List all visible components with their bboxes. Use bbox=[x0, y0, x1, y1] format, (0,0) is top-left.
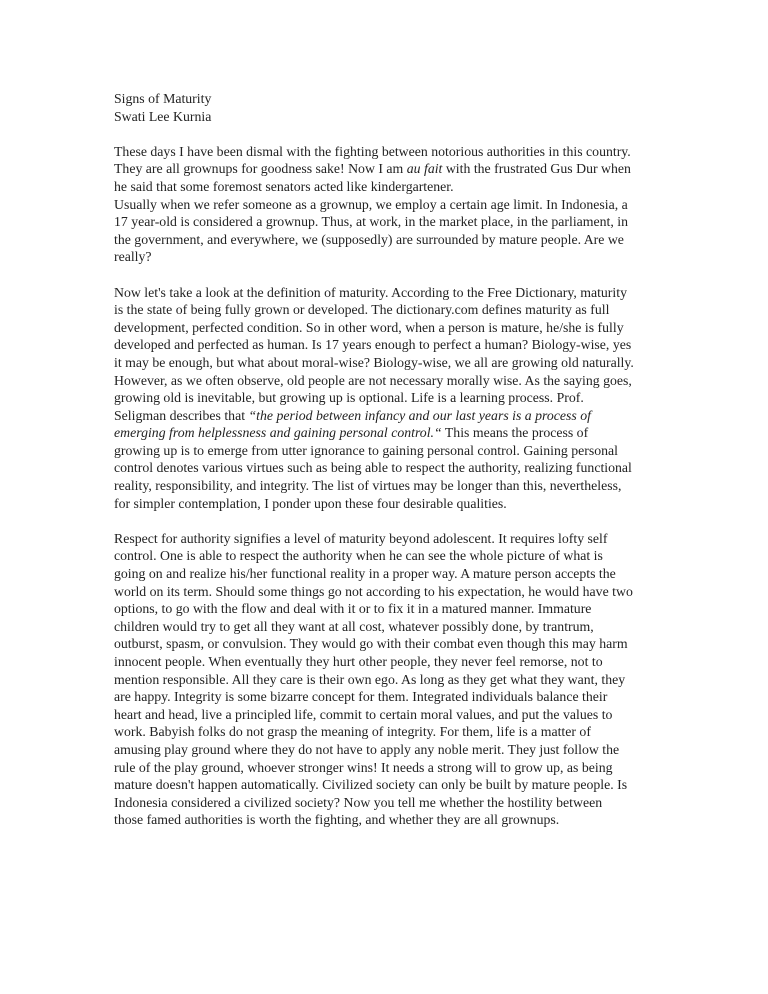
paragraph-3-text-b: This means the process of growing up is to emerge from utter ignorance to gaining personal control. Gaining personal control denotes various virtues such as being able to respect the authority, realizing functional reality, responsibility, and integrity. The list of virtues may be longer than this, nevertheless, for simpler contemplation, I ponder upon these four desirable qualities. bbox=[114, 425, 632, 511]
document-title: Signs of Maturity bbox=[114, 91, 212, 106]
document-author: Swati Lee Kurnia bbox=[114, 108, 212, 124]
paragraph-1 bbox=[114, 143, 634, 196]
paragraph-3-text-a: Now let's take a look at the definition of maturity. According to the Free Dictionary, maturity is the state of being fully grown or developed. The dictionary.com defines maturity as full development, perfected condition. So in other word, when a person is mature, he/she is fully developed and perfected as human. Is 17 years enough to perfect a human? Biology-wise, yes it may be enough, but what about moral-wise? Biology-wise, we all are growing old naturally. However, as we often observe, old people are not necessary morally wise. As the saying goes, growing old is inevitable, but growing up is optional. Life is a learning process. Prof. Seligman describes that bbox=[114, 284, 634, 423]
title-block bbox=[114, 90, 634, 125]
paragraph-2: Usually when we refer someone as a grownup, we employ a certain age limit. In Indonesia, a 17 year-old is considered a grownup. Thus, at work, in the market place, in the parliament, in the government, and everywhere, we (supposedly) are surrounded by mature people. Are we really? bbox=[114, 196, 629, 265]
paragraph-1-text-b: with the frustrated Gus Dur when he said that some foremost senators acted like kindergartener. bbox=[114, 161, 631, 194]
paragraph-1-text-a: These days I have been dismal with the fighting between notorious authorities in this country. They are all grownups for goodness sake! Now I am bbox=[114, 143, 631, 177]
document-page bbox=[114, 90, 634, 847]
paragraph-4: Respect for authority signifies a level of maturity beyond adolescent. It requires lofty self control. One is able to respect the authority when he can see the whole picture of what is going on and realize his/her functional reality in a proper way. A mature person accepts the world on its term. Should some things go not according to his expectation, he would have two options, to go with the flow and deal with it or to fix it in a matured manner. Immature children would try to get all they want at all cost, whatever possibly done, by trantrum, outburst, spasm, or convulsion. They would go with their combat even though this may harm innocent people. When eventually they hurt other people, they never feel remorse, not to mention responsible. All they care is their own ego. As long as they get what they want, they are happy. Integrity is some bizarre concept for them. Integrated individuals balance their heart and head, live a principled life, commit to certain moral values, and put the values to work. Babyish folks do not grasp the meaning of integrity. For them, life is a matter of amusing play ground where they do not have to apply any noble merit. They just follow the rule of the play ground, whoever stronger wins! It needs a strong will to grow up, as being mature doesn't happen automatically. Civilized society can only be built by mature people. Is Indonesia considered a civilized society? Now you tell me whether the hostility between those famed authorities is worth the fighting, and whether they are all grownups. bbox=[114, 530, 633, 828]
paragraph-1-italic: au fait bbox=[406, 161, 443, 177]
paragraph-3 bbox=[114, 284, 634, 513]
paragraph-3-quote: “the period between infancy and our last years is a process of emerging from helplessness and gaining personal control.“ bbox=[114, 407, 591, 441]
